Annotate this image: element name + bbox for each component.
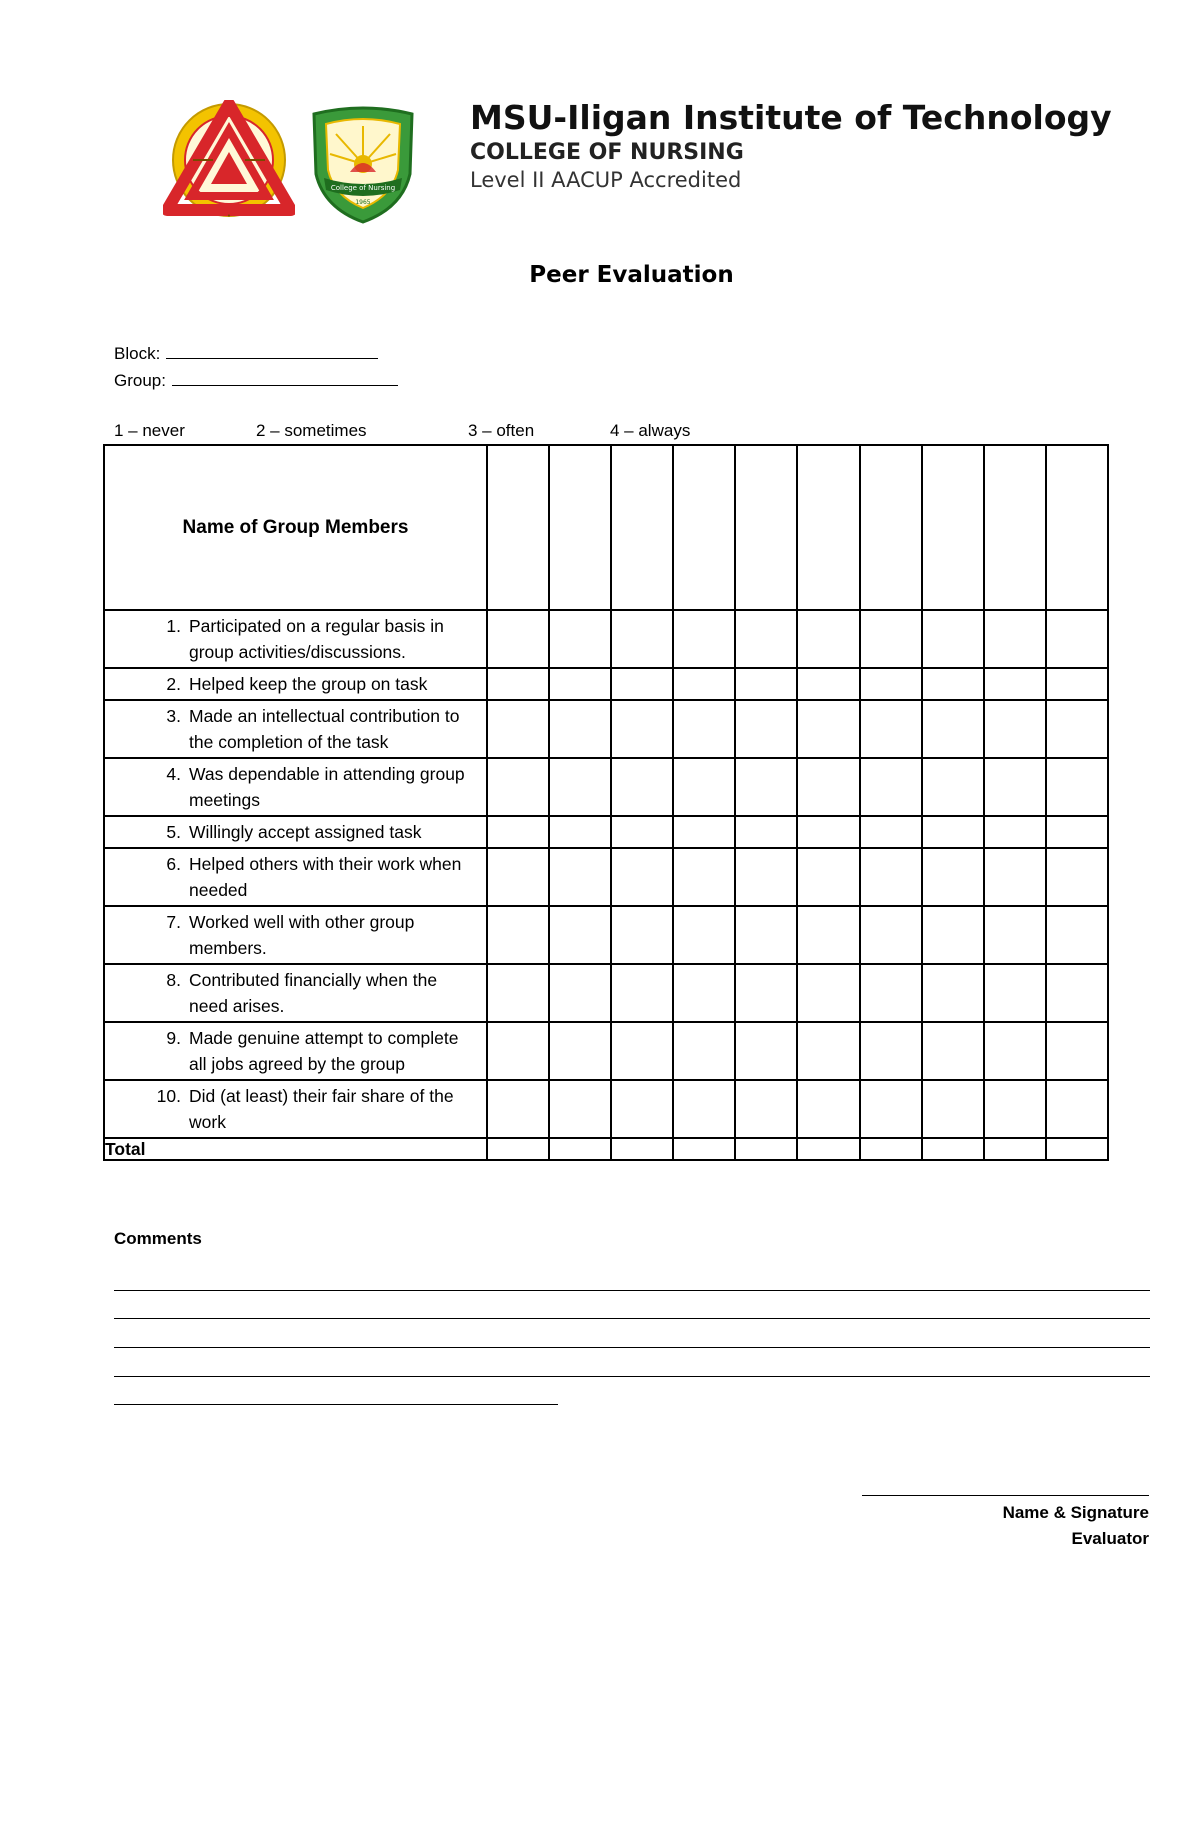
score-cell[interactable]	[860, 668, 922, 700]
score-cell[interactable]	[984, 758, 1046, 816]
score-cell[interactable]	[673, 964, 735, 1022]
criterion-number: 7.	[166, 912, 181, 932]
score-cell[interactable]	[1046, 848, 1108, 906]
evaluator-label: Evaluator	[1071, 1529, 1149, 1548]
criterion-text: Worked well with other group members.	[189, 912, 415, 958]
score-cell[interactable]	[487, 964, 549, 1022]
score-cell[interactable]	[922, 758, 984, 816]
score-cell[interactable]	[797, 906, 859, 964]
score-cell[interactable]	[735, 906, 797, 964]
score-cell[interactable]	[487, 700, 549, 758]
score-cell[interactable]	[984, 848, 1046, 906]
member-name-cell[interactable]	[797, 445, 859, 610]
score-cell[interactable]	[673, 906, 735, 964]
score-cell[interactable]	[549, 964, 611, 1022]
criterion-text: Contributed financially when the need arises.	[189, 970, 438, 1016]
college-name: COLLEGE OF NURSING	[470, 140, 744, 165]
score-cell[interactable]	[673, 1080, 735, 1138]
scale-item-2: 2 – sometimes	[256, 421, 367, 440]
block-input-line[interactable]	[166, 342, 378, 359]
college-of-nursing-seal-logo	[306, 104, 420, 224]
total-cell[interactable]	[984, 1138, 1046, 1160]
score-cell[interactable]	[549, 758, 611, 816]
total-cell[interactable]	[922, 1138, 984, 1160]
criterion-number: 6.	[166, 854, 181, 874]
score-cell[interactable]	[797, 1022, 859, 1080]
score-cell[interactable]	[611, 1022, 673, 1080]
block-field	[114, 342, 378, 364]
criterion-text: Did (at least) their fair share of the work	[189, 1086, 454, 1132]
svg-text:•: •	[226, 212, 232, 220]
score-cell[interactable]	[984, 700, 1046, 758]
score-cell[interactable]	[860, 610, 922, 668]
score-cell[interactable]	[797, 610, 859, 668]
scale-item-1: 1 – never	[114, 421, 185, 440]
score-cell[interactable]	[797, 848, 859, 906]
score-cell[interactable]	[860, 964, 922, 1022]
score-cell[interactable]	[860, 758, 922, 816]
total-cell[interactable]	[797, 1138, 859, 1160]
criterion-cell	[104, 700, 487, 758]
member-name-cell[interactable]	[673, 445, 735, 610]
score-cell[interactable]	[922, 700, 984, 758]
criterion-cell	[104, 758, 487, 816]
member-name-cell[interactable]	[1046, 445, 1108, 610]
score-cell[interactable]	[922, 906, 984, 964]
score-cell[interactable]	[549, 1022, 611, 1080]
criterion-cell	[104, 964, 487, 1022]
score-cell[interactable]	[549, 848, 611, 906]
criterion-text: Participated on a regular basis in group activities/discussions.	[189, 616, 444, 662]
score-cell[interactable]	[797, 758, 859, 816]
criterion-row	[104, 1022, 1108, 1080]
criterion-row	[104, 848, 1108, 906]
score-cell[interactable]	[487, 1080, 549, 1138]
criterion-text: Made an intellectual contribution to the completion of the task	[189, 706, 460, 752]
score-cell[interactable]	[797, 700, 859, 758]
comment-line[interactable]	[114, 1404, 558, 1405]
criterion-row	[104, 668, 1108, 700]
member-name-cell[interactable]	[487, 445, 549, 610]
score-cell[interactable]	[1046, 700, 1108, 758]
score-cell[interactable]	[735, 964, 797, 1022]
criterion-number: 4.	[166, 764, 181, 784]
score-cell[interactable]	[487, 758, 549, 816]
score-cell[interactable]	[860, 848, 922, 906]
criterion-cell	[104, 848, 487, 906]
score-cell[interactable]	[673, 816, 735, 848]
comment-line[interactable]	[114, 1347, 1150, 1348]
score-cell[interactable]	[673, 1022, 735, 1080]
comment-line[interactable]	[114, 1290, 1150, 1291]
score-cell[interactable]	[797, 668, 859, 700]
group-field	[114, 369, 398, 391]
score-cell[interactable]	[735, 816, 797, 848]
score-cell[interactable]	[735, 700, 797, 758]
score-cell[interactable]	[735, 610, 797, 668]
score-cell[interactable]	[1046, 1022, 1108, 1080]
logo2-year: 1965	[355, 199, 371, 206]
criterion-row	[104, 816, 1108, 848]
member-name-cell[interactable]	[984, 445, 1046, 610]
score-cell[interactable]	[549, 610, 611, 668]
criterion-row	[104, 700, 1108, 758]
scale-item-4: 4 – always	[610, 421, 691, 440]
score-cell[interactable]	[487, 906, 549, 964]
table-header-row	[104, 445, 1108, 610]
msu-iit-seal-logo	[163, 100, 295, 222]
score-cell[interactable]	[487, 1022, 549, 1080]
score-cell[interactable]	[549, 906, 611, 964]
criterion-number: 2.	[166, 674, 181, 694]
page-title: Peer Evaluation	[529, 262, 734, 288]
institution-name: MSU-Iligan Institute of Technology	[470, 98, 1112, 137]
score-cell[interactable]	[611, 906, 673, 964]
total-row	[104, 1138, 1108, 1160]
score-cell[interactable]	[1046, 610, 1108, 668]
comment-line[interactable]	[114, 1318, 1150, 1319]
score-cell[interactable]	[1046, 964, 1108, 1022]
score-cell[interactable]	[1046, 816, 1108, 848]
logo2-text: College of Nursing	[330, 184, 396, 192]
total-cell[interactable]	[673, 1138, 735, 1160]
criterion-row	[104, 964, 1108, 1022]
signature-line[interactable]	[862, 1495, 1149, 1496]
criterion-row	[104, 610, 1108, 668]
score-cell[interactable]	[922, 964, 984, 1022]
score-cell[interactable]	[797, 1080, 859, 1138]
score-cell[interactable]	[984, 1080, 1046, 1138]
name-signature-label: Name & Signature	[1002, 1503, 1149, 1522]
criterion-row	[104, 758, 1108, 816]
accreditation-text: Level II AACUP Accredited	[470, 168, 742, 192]
name-of-group-members-header: Name of Group Members	[104, 445, 487, 610]
score-cell[interactable]	[735, 758, 797, 816]
score-cell[interactable]	[860, 1022, 922, 1080]
criterion-cell	[104, 816, 487, 848]
score-cell[interactable]	[1046, 906, 1108, 964]
evaluation-table	[103, 444, 1109, 1161]
score-cell[interactable]	[735, 668, 797, 700]
score-cell[interactable]	[1046, 758, 1108, 816]
criterion-row	[104, 1080, 1108, 1138]
total-cell[interactable]	[860, 1138, 922, 1160]
total-cell[interactable]	[549, 1138, 611, 1160]
group-input-line[interactable]	[172, 369, 398, 386]
member-name-cell[interactable]	[735, 445, 797, 610]
criterion-number: 8.	[166, 970, 181, 990]
total-cell[interactable]	[487, 1138, 549, 1160]
total-cell[interactable]	[735, 1138, 797, 1160]
score-cell[interactable]	[922, 1022, 984, 1080]
group-label: Group:	[114, 371, 166, 390]
score-cell[interactable]	[797, 816, 859, 848]
score-cell[interactable]	[1046, 1080, 1108, 1138]
score-cell[interactable]	[1046, 668, 1108, 700]
score-cell[interactable]	[673, 848, 735, 906]
block-label: Block:	[114, 344, 161, 363]
score-cell[interactable]	[735, 848, 797, 906]
comments-label: Comments	[114, 1229, 202, 1248]
score-cell[interactable]	[860, 906, 922, 964]
criterion-cell	[104, 668, 487, 700]
score-cell[interactable]	[487, 816, 549, 848]
score-cell[interactable]	[549, 668, 611, 700]
score-cell[interactable]	[735, 1022, 797, 1080]
score-cell[interactable]	[611, 816, 673, 848]
total-label: Total	[104, 1138, 487, 1160]
criterion-number: 3.	[166, 706, 181, 726]
criterion-text: Helped others with their work when needed	[189, 854, 462, 900]
score-cell[interactable]	[549, 816, 611, 848]
criterion-cell	[104, 1022, 487, 1080]
score-cell[interactable]	[611, 758, 673, 816]
criterion-text: Willingly accept assigned task	[189, 822, 422, 842]
total-cell[interactable]	[611, 1138, 673, 1160]
score-cell[interactable]	[673, 758, 735, 816]
score-cell[interactable]	[922, 610, 984, 668]
score-cell[interactable]	[487, 848, 549, 906]
score-cell[interactable]	[922, 1080, 984, 1138]
score-cell[interactable]	[922, 816, 984, 848]
score-cell[interactable]	[735, 1080, 797, 1138]
member-name-cell[interactable]	[611, 445, 673, 610]
score-cell[interactable]	[673, 668, 735, 700]
criterion-row	[104, 906, 1108, 964]
criterion-number: 5.	[166, 822, 181, 842]
score-cell[interactable]	[984, 816, 1046, 848]
score-cell[interactable]	[611, 964, 673, 1022]
criterion-cell	[104, 906, 487, 964]
score-cell[interactable]	[549, 1080, 611, 1138]
member-name-cell[interactable]	[922, 445, 984, 610]
score-cell[interactable]	[922, 668, 984, 700]
score-cell[interactable]	[611, 668, 673, 700]
score-cell[interactable]	[611, 610, 673, 668]
score-cell[interactable]	[984, 1022, 1046, 1080]
score-cell[interactable]	[673, 610, 735, 668]
scale-item-3: 3 – often	[468, 421, 535, 440]
score-cell[interactable]	[984, 906, 1046, 964]
total-cell[interactable]	[1046, 1138, 1108, 1160]
comment-line[interactable]	[114, 1376, 1150, 1377]
score-cell[interactable]	[860, 700, 922, 758]
score-cell[interactable]	[487, 668, 549, 700]
score-cell[interactable]	[611, 848, 673, 906]
score-cell[interactable]	[549, 700, 611, 758]
score-cell[interactable]	[984, 610, 1046, 668]
score-cell[interactable]	[611, 1080, 673, 1138]
score-cell[interactable]	[673, 700, 735, 758]
score-cell[interactable]	[984, 964, 1046, 1022]
score-cell[interactable]	[922, 848, 984, 906]
score-cell[interactable]	[611, 700, 673, 758]
member-name-cell[interactable]	[549, 445, 611, 610]
criterion-number: 1.	[166, 616, 181, 636]
criterion-number: 10.	[156, 1086, 181, 1106]
score-cell[interactable]	[984, 668, 1046, 700]
score-cell[interactable]	[860, 1080, 922, 1138]
score-cell[interactable]	[860, 816, 922, 848]
criterion-text: Was dependable in attending group meetings	[189, 764, 465, 810]
score-cell[interactable]	[797, 964, 859, 1022]
criterion-text: Helped keep the group on task	[189, 674, 428, 694]
criterion-cell	[104, 1080, 487, 1138]
criterion-number: 9.	[166, 1028, 181, 1048]
criterion-cell	[104, 610, 487, 668]
member-name-cell[interactable]	[860, 445, 922, 610]
criterion-text: Made genuine attempt to complete all jobs agreed by the group	[189, 1028, 459, 1074]
score-cell[interactable]	[487, 610, 549, 668]
